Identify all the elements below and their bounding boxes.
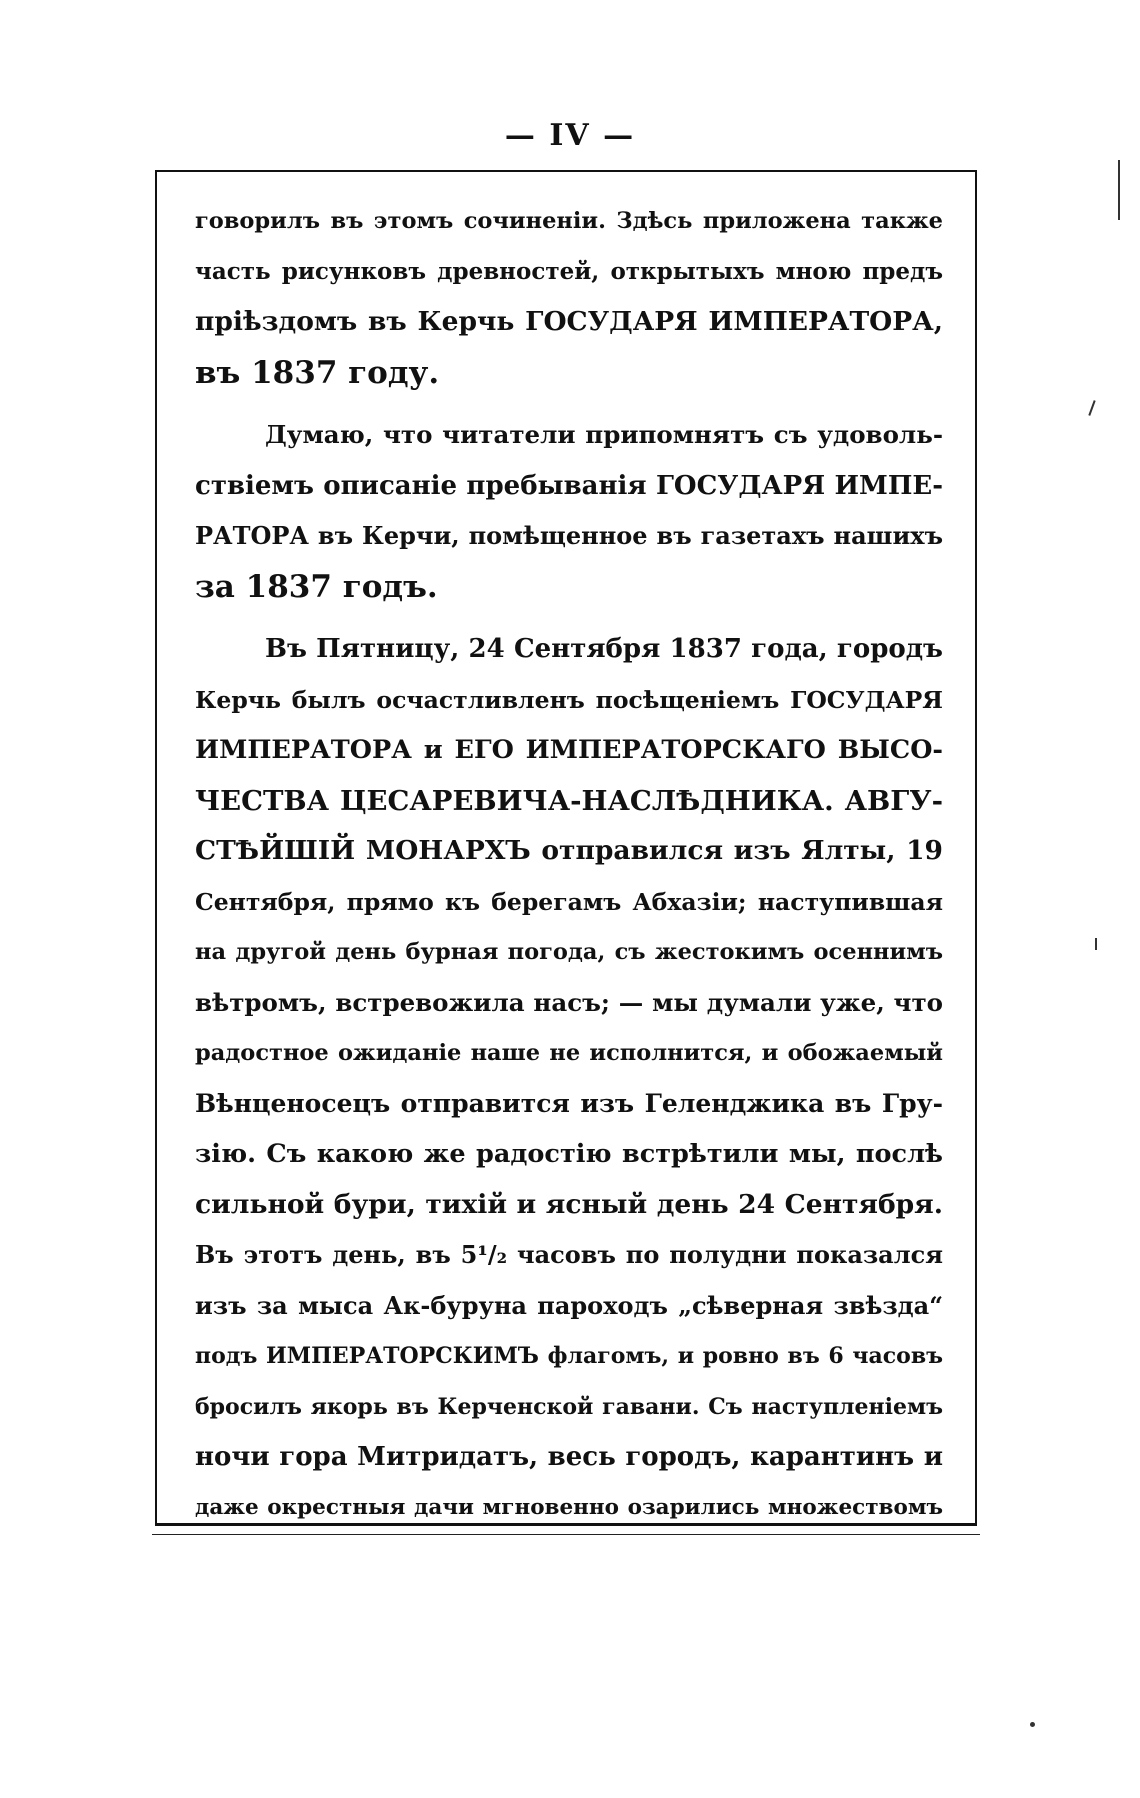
text-line: за 1837 годъ. bbox=[195, 568, 438, 605]
text-line: Въ Пятницу, 24 Сентября 1837 года, городъ bbox=[265, 634, 943, 664]
paragraph-2 bbox=[195, 410, 943, 612]
text-line: ЧЕСТВА ЦЕСАРЕВИЧА-НАСЛѢДНИКА. АВГУ- bbox=[195, 784, 943, 817]
scan-artifact bbox=[1118, 160, 1120, 220]
text-line: вѣтромъ, встревожила насъ; — мы думали уже, что bbox=[195, 987, 943, 1017]
text-line: Керчь былъ осчастливленъ посѣщеніемъ ГОСУДАРЯ bbox=[195, 685, 943, 714]
page-number: — IV — bbox=[504, 118, 636, 153]
text-line: бросилъ якорь въ Керченской гавани. Съ наступленіемъ bbox=[195, 1393, 943, 1420]
text-line: Сентября, прямо къ берегамъ Абхазіи; наступившая bbox=[195, 887, 943, 916]
text-line: часть рисунковъ древностей, открытыхъ мною предъ bbox=[195, 257, 943, 285]
text-line: пріѣздомъ въ Керчь ГОСУДАРЯ ИМПЕРАТОРА, bbox=[195, 306, 943, 337]
text-line: сильной бури, тихій и ясный день 24 Сентября. bbox=[195, 1188, 943, 1220]
text-line: ИМПЕРАТОРА и ЕГО ИМПЕРАТОРСКАГО ВЫСО- bbox=[195, 735, 943, 765]
scan-artifact bbox=[1095, 938, 1097, 950]
text-line: говорилъ въ этомъ сочиненіи. Здѣсь приложена также bbox=[195, 208, 943, 234]
paragraph-3 bbox=[195, 624, 943, 1533]
text-line: Въ этотъ день, въ 5¹/₂ часовъ по полудни показался bbox=[195, 1240, 943, 1269]
text-line: въ 1837 году. bbox=[195, 354, 440, 391]
text-line: РАТОРА въ Керчи, помѣщенное въ газетахъ нашихъ bbox=[195, 521, 943, 550]
text-line: даже окрестныя дачи мгновенно озарились множествомъ bbox=[195, 1494, 943, 1520]
text-line: СТѢЙШІЙ МОНАРХЪ отправился изъ Ялты, 19 bbox=[195, 835, 943, 866]
text-line: изъ за мыса Ак-буруна пароходъ „сѣверная звѣзда“ bbox=[195, 1290, 943, 1320]
page-text bbox=[195, 196, 943, 1533]
text-line: Вѣнценосецъ отправится изъ Геленджика въ Гру- bbox=[195, 1088, 943, 1118]
scan-artifact bbox=[1030, 1722, 1035, 1727]
text-line: зію. Съ какою же радостію встрѣтили мы, послѣ bbox=[195, 1139, 943, 1169]
text-line: на другой день бурная погода, съ жестокимъ осеннимъ bbox=[195, 939, 943, 965]
text-line: Думаю, что читатели припомнятъ съ удоволь- bbox=[265, 420, 943, 449]
text-line: радостное ожиданіе наше не исполнится, и обожаемый bbox=[195, 1040, 943, 1066]
scan-artifact bbox=[1088, 400, 1095, 416]
text-line: ночи гора Митридатъ, весь городъ, карантинъ и bbox=[195, 1442, 943, 1472]
frame-bottom-rule bbox=[152, 1534, 980, 1535]
text-line: ствіемъ описаніе пребыванія ГОСУДАРЯ ИМПЕ- bbox=[195, 470, 943, 501]
text-line: подъ ИМПЕРАТОРСКИМЪ флагомъ, и ровно въ 6 часовъ bbox=[195, 1343, 943, 1369]
paragraph-1 bbox=[195, 196, 943, 398]
